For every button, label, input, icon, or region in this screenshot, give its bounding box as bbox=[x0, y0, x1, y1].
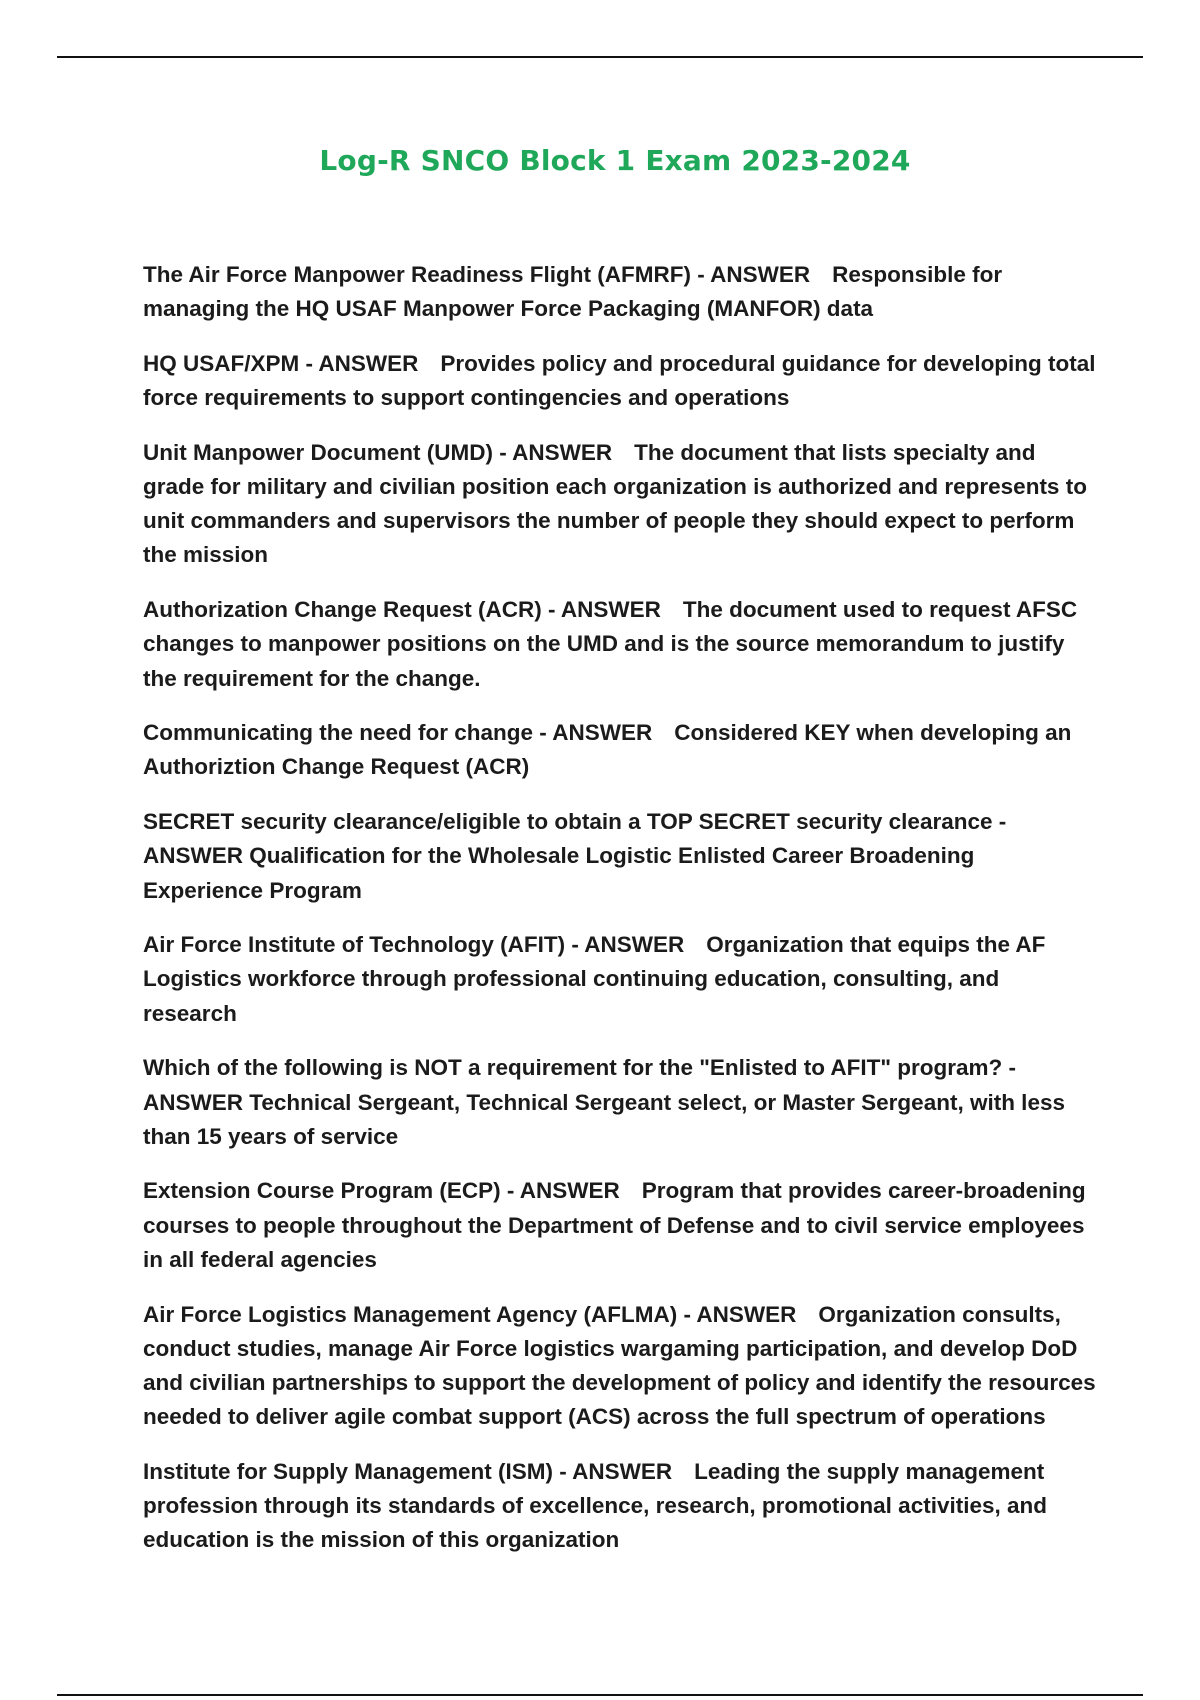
qa-answer: Organization consults, conduct studies, manage Air Force logistics wargaming participation, and develop DoD and civilian partnerships to support the development of policy and identify the resources needed to deliver agile combat support (ACS) across the full spectrum of operations bbox=[143, 1301, 1096, 1430]
qa-term: Air Force Institute of Technology (AFIT) - ANSWER bbox=[143, 932, 685, 958]
qa-term: Authorization Change Request (ACR) - ANSWER bbox=[143, 597, 661, 623]
qa-term: HQ USAF/XPM - ANSWER bbox=[143, 350, 419, 376]
qa-answer: Leading the supply management profession through its standards of excellence, research, promotional activities, and education is the mission of this organization bbox=[143, 1458, 1047, 1553]
qa-list bbox=[143, 258, 1098, 1578]
qa-item bbox=[143, 593, 1098, 696]
qa-answer: The document used to request AFSC changes to manpower positions on the UMD and is the source memorandum to justify the requirement for the change. bbox=[143, 597, 1078, 691]
qa-term: Air Force Logistics Management Agency (AFLMA) - ANSWER bbox=[143, 1301, 797, 1327]
qa-item bbox=[143, 347, 1098, 415]
qa-item bbox=[143, 436, 1098, 573]
qa-item bbox=[143, 928, 1098, 1031]
qa-answer: Program that provides career-broadening courses to people throughout the Department of Defense and to civil service employees in all federal agencies bbox=[143, 1178, 1086, 1272]
qa-answer: Considered KEY when developing an Authoriztion Change Request (ACR) bbox=[143, 720, 1072, 780]
document-title: Log-R SNCO Block 1 Exam 2023-2024 bbox=[319, 144, 911, 177]
qa-answer: Qualification for the Wholesale Logistic Enlisted Career Broadening Experience Program bbox=[143, 843, 975, 903]
qa-answer: Organization that equips the AF Logistics workforce through professional continuing education, consulting, and research bbox=[143, 932, 1046, 1026]
qa-answer: Provides policy and procedural guidance for developing total force requirements to support contingencies and operations bbox=[143, 350, 1096, 411]
qa-item bbox=[143, 258, 1098, 326]
qa-item bbox=[143, 805, 1098, 908]
qa-answer: Technical Sergeant, Technical Sergeant select, or Master Sergeant, with less than 15 years of service bbox=[143, 1089, 1065, 1149]
qa-item bbox=[143, 1455, 1098, 1558]
qa-item bbox=[143, 1051, 1098, 1154]
qa-term: The Air Force Manpower Readiness Flight (AFMRF) - ANSWER bbox=[143, 262, 811, 287]
qa-answer: The document that lists specialty and grade for military and civilian position each organization is authorized and represents to unit commanders and supervisors the number of people they should expect to perform the mission bbox=[143, 439, 1087, 568]
top-divider bbox=[57, 56, 1143, 58]
qa-item bbox=[143, 1298, 1098, 1435]
qa-item bbox=[143, 1174, 1098, 1277]
qa-term: SECRET security clearance/eligible to obtain a TOP SECRET security clearance - ANSWER bbox=[143, 809, 1007, 869]
qa-term: Unit Manpower Document (UMD) - ANSWER bbox=[143, 439, 613, 465]
qa-term: Institute for Supply Management (ISM) - ANSWER bbox=[143, 1458, 673, 1484]
qa-answer: Responsible for managing the HQ USAF Manpower Force Packaging (MANFOR) data bbox=[143, 262, 1003, 322]
qa-term: Extension Course Program (ECP) - ANSWER bbox=[143, 1178, 620, 1204]
qa-term: Communicating the need for change - ANSWER bbox=[143, 720, 653, 746]
qa-term: Which of the following is NOT a requirement for the "Enlisted to AFIT" program? - ANSWER bbox=[143, 1055, 1017, 1115]
qa-item bbox=[143, 716, 1098, 784]
bottom-divider bbox=[57, 1694, 1143, 1696]
